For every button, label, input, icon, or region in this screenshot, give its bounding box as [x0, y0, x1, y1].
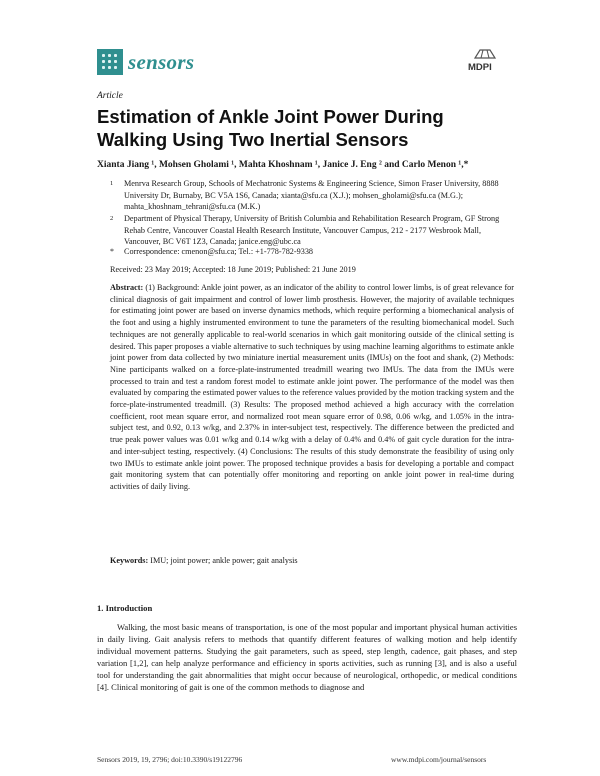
journal-name: sensors: [128, 50, 195, 74]
section-heading: 1. Introduction: [97, 603, 153, 613]
affiliation: Department of Physical Therapy, University of British Columbia and Rehabilitation Research Program, GF Strong Rehab Centre, Vancouver Coastal Health Research Institute, Vancouver Campus, 212 - 2177 Wesbrook Mall, Vancouver, BC V6T 1Z3, Canada; janice.eng@ubc.ca: [124, 214, 500, 247]
keywords-label: Keywords:: [110, 556, 149, 565]
abstract-text: (1) Background: Ankle joint power, as an indicator of the ability to control lower limbs, is of great relevance for clinical diagnosis of gait impairment and control of lower limb prosthesis. However, the majority of available techniques for estimating joint power are based on inverse dynamics methods, which require performing a biomechanical analysis of the foot and using a highly instrumented environment to tune the parameters of the resulting biomechanical model. Such techniques are not generally applicable to real-world scenarios in which gait monitoring outside of the clinical setting is desired. This paper proposes a viable alternative to such techniques by using machine learning algorithms to estimate ankle joint power from data collected by two miniature inertial measurement units (IMUs) on the foot and shank, (2) Methods: Nine participants walked on a force-plate-instrumented treadmill wearing two IMUs. The data from the IMUs were processed to train and test a random forest model to estimate ankle joint power. The performance of the model was then evaluated by comparing the estimated power values to the reference values provided by the motion tracking system and the force-plate-instrumented treadmill. (3) Results: The proposed method achieved a high accuracy with the correlation coefficient, root mean square error, and normalized root mean square error of 0.98, 0.06 w/kg, and 1.05% in the intra-subject test, and 0.92, 0.13 w/kg, and 2.37% in inter-subject test, respectively. The difference between the predicted and true peak power values was 0.01 w/kg and 0.14 w/kg with a delay of 0.4% and 0.4% of gait cycle duration for the intra- and inter-subject testing, respectively. (4) Conclusions: The results of this study demonstrate the feasibility of using only two IMUs to estimate ankle joint power. The proposed technique provides a basis for developing a portable and compact gait monitoring system that can potentially offer monitoring and reporting on ankle joint power in real-time during activities of daily living.: [110, 283, 514, 491]
publication-dates: Received: 23 May 2019; Accepted: 18 June 2019; Published: 21 June 2019: [110, 265, 356, 274]
keywords-text: IMU; joint power; ankle power; gait analysis: [150, 556, 298, 565]
footer-citation: Sensors 2019, 19, 2796; doi:10.3390/s19122796: [97, 755, 243, 764]
introduction-text: Walking, the most basic means of transportation, is one of the most popular and important physical human activities in daily living. Gait analysis refers to methods that quantify different features of walking motion and help identify individual movement patterns. Studying the gait parameters, such as speed, step length, cadence, gait phases, and step variation [1,2], can help analyze performance and efficiency in sports activities, such as running [3], and is also a useful tool for understanding the gait abnormalities that might occur because of neurological, orthopedic, or medical conditions [4]. Clinical monitoring of gait is one of the common methods to diagnose and: [97, 622, 517, 692]
journal-logo-icon: [97, 49, 123, 75]
abstract: [110, 282, 514, 493]
paper-title: Estimation of Ankle Joint Power During Walking Using Two Inertial Sensors: [97, 106, 444, 150]
correspondence: Correspondence: cmenon@sfu.ca; Tel.: +1-778-782-9338: [124, 247, 314, 256]
correspondence-mark: *: [110, 247, 114, 256]
affiliation-number: 1: [110, 180, 114, 187]
affiliation: Menrva Research Group, Schools of Mechatronic Systems & Engineering Science, Simon Fraser University, 8888 University Dr, Burnaby, BC V5A 1S6, Canada; xianta@sfu.ca (X.J.); mohsen_gholami@sfu.ca (M.G.); mahta_khoshnam_tehrani@sfu.ca (M.K.): [124, 179, 499, 212]
abstract-label: Abstract:: [110, 283, 144, 292]
affiliation-number: 2: [110, 215, 114, 222]
footer-url[interactable]: www.mdpi.com/journal/sensors: [391, 755, 487, 764]
author-list: Xianta Jiang ¹, Mohsen Gholami ¹, Mahta Khoshnam ¹, Janice J. Eng ² and Carlo Menon ¹,*: [97, 160, 469, 170]
keywords: [110, 556, 514, 565]
publisher-name: MDPI: [468, 62, 492, 73]
article-type: Article: [97, 91, 123, 101]
